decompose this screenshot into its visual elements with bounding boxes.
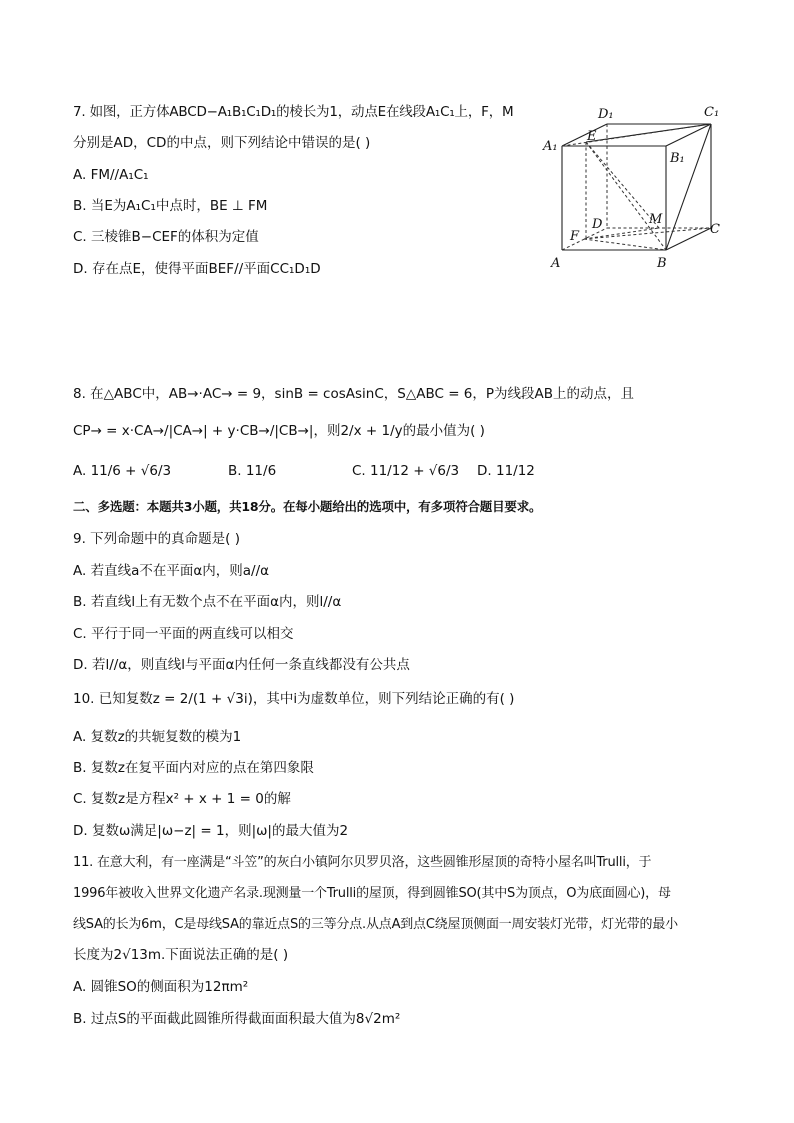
q8-stem-line2: CP→ = x·CA→/|CA→| + y·CB→/|CB→|，则2/x + 1/y的最小值为( ) xyxy=(73,423,485,439)
label-b: B xyxy=(657,256,667,271)
q10-option-d: D. 复数ω满足|ω−z| = 1，则|ω|的最大值为2 xyxy=(73,823,349,839)
q11-stem-line4: 长度为2√13m.下面说法正确的是( ) xyxy=(73,947,289,963)
label-d1: D₁ xyxy=(598,107,614,122)
label-d: D xyxy=(592,217,603,232)
q11-stem-line3: 线SA的长为6m，C是母线SA的靠近点S的三等分点.从点A到点C绕屋顶侧面一周安装灯光带，灯光带的最小 xyxy=(73,917,678,932)
cube-figure xyxy=(540,102,730,272)
q8-option-d: D. 11/12 xyxy=(477,463,535,479)
label-e: E xyxy=(587,129,597,144)
q7-option-b: B. 当E为A₁C₁中点时，BE ⊥ FM xyxy=(73,198,268,214)
label-a1: A₁ xyxy=(543,139,558,154)
q11-option-b: B. 过点S的平面截此圆锥所得截面面积最大值为8√2m² xyxy=(73,1011,401,1027)
q11-option-a: A. 圆锥SO的侧面积为12πm² xyxy=(73,979,249,995)
label-a: A xyxy=(551,256,561,271)
q9-stem: 9. 下列命题中的真命题是( ) xyxy=(73,531,240,547)
q9-option-a: A. 若直线a不在平面α内，则a//α xyxy=(73,563,270,579)
label-f: F xyxy=(570,229,580,244)
label-c: C xyxy=(710,222,720,237)
q7-stem-line2: 分别是AD，CD的中点，则下列结论中错误的是( ) xyxy=(73,135,371,151)
q8-option-b: B. 11/6 xyxy=(228,463,277,479)
q8-stem-line1: 8. 在△ABC中，AB→·AC→ = 9，sinB = cosAsinC，S△ABC = 6，P为线段AB上的动点，且 xyxy=(73,386,635,402)
section2-heading: 二、多选题：本题共3小题，共18分。在每小题给出的选项中，有多项符合题目要求。 xyxy=(73,499,542,514)
q9-option-d: D. 若l//α，则直线l与平面α内任何一条直线都没有公共点 xyxy=(73,657,410,673)
q10-option-c: C. 复数z是方程x² + x + 1 = 0的解 xyxy=(73,791,291,807)
q7-option-c: C. 三棱锥B−CEF的体积为定值 xyxy=(73,229,259,245)
q9-option-b: B. 若直线l上有无数个点不在平面α内，则l//α xyxy=(73,594,342,610)
q9-option-c: C. 平行于同一平面的两直线可以相交 xyxy=(73,626,294,642)
q11-stem-line2: 1996年被收入世界文化遗产名录.现测量一个Trulli的屋顶，得到圆锥SO(其中S为顶点，O为底面圆心)，母 xyxy=(73,886,671,901)
label-m: M xyxy=(649,212,663,227)
q8-option-a: A. 11/6 + √6/3 xyxy=(73,463,172,479)
label-c1: C₁ xyxy=(704,105,720,120)
label-b1: B₁ xyxy=(670,151,685,166)
q8-option-c: C. 11/12 + √6/3 xyxy=(352,463,460,479)
q7-option-a: A. FM//A₁C₁ xyxy=(73,167,149,183)
q10-option-b: B. 复数z在复平面内对应的点在第四象限 xyxy=(73,760,314,776)
q10-stem: 10. 已知复数z = 2/(1 + √3i)，其中i为虚数单位，则下列结论正确的有( ) xyxy=(73,691,515,707)
q10-option-a: A. 复数z的共轭复数的模为1 xyxy=(73,729,242,745)
q7-option-d: D. 存在点E，使得平面BEF//平面CC₁D₁D xyxy=(73,261,321,277)
q7-stem-line1: 7. 如图，正方体ABCD−A₁B₁C₁D₁的棱长为1，动点E在线段A₁C₁上，F，M xyxy=(73,104,514,120)
q11-stem-line1: 11. 在意大利，有一座满是“斗笠”的灰白小镇阿尔贝罗贝洛，这些圆锥形屋顶的奇特小屋名叫Trulli，于 xyxy=(73,855,652,870)
